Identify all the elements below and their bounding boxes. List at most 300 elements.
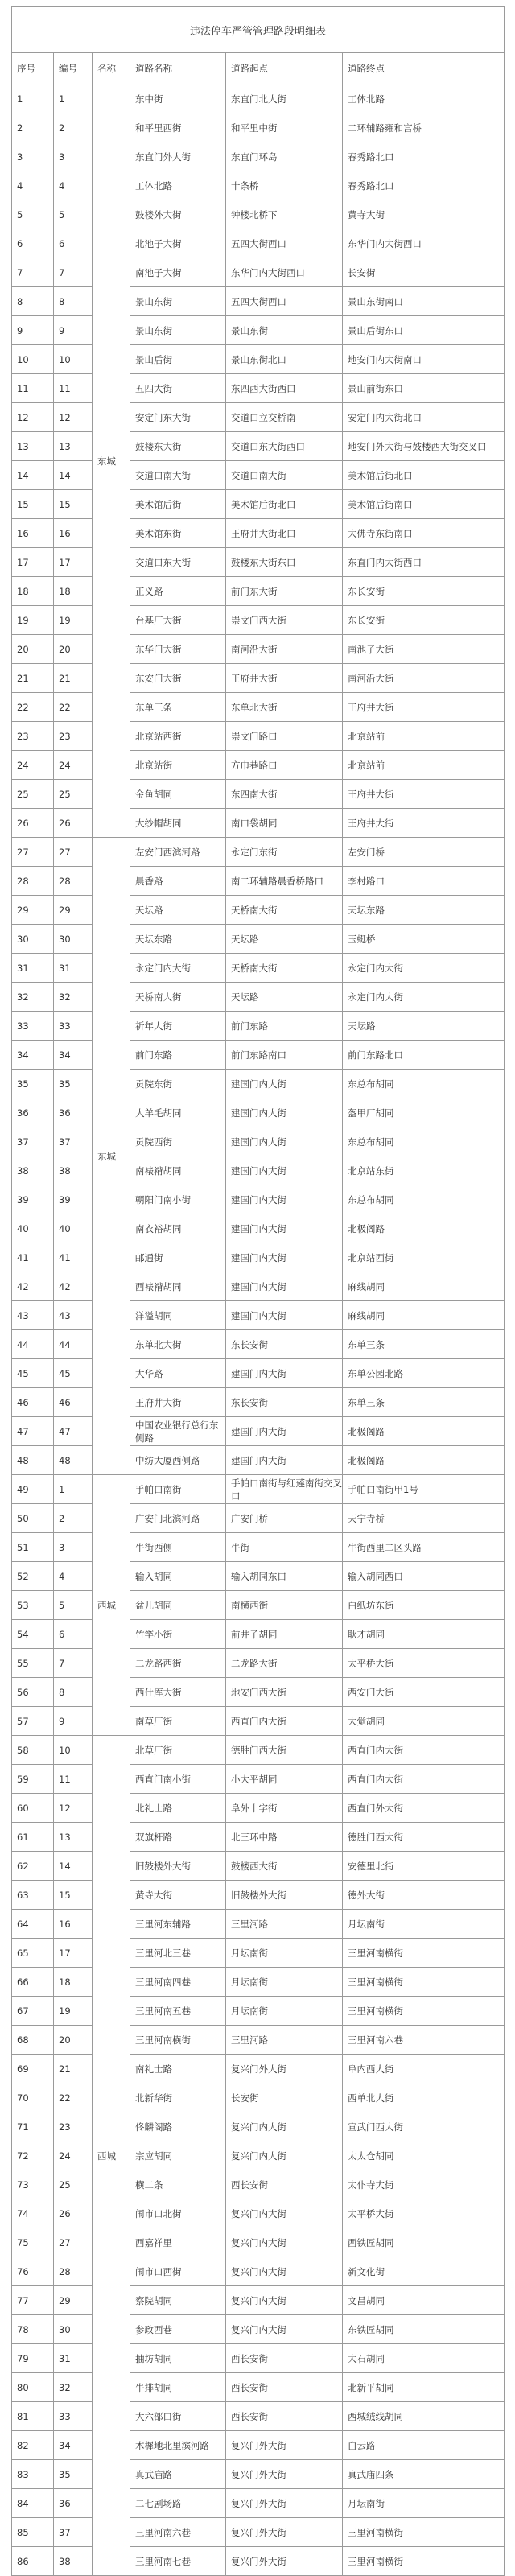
table-row <box>12 780 505 809</box>
row-code: 18 <box>54 577 93 606</box>
row-seq: 10 <box>12 345 54 374</box>
row-road-end: 太太仓胡同 <box>343 2141 505 2170</box>
row-seq: 52 <box>12 1562 54 1591</box>
table-row <box>12 722 505 751</box>
row-road-end: 前门东路北口 <box>343 1041 505 1070</box>
row-code: 40 <box>54 1214 93 1243</box>
row-road-start: 三里河路 <box>226 2026 343 2055</box>
row-road-start: 东四西大街西口 <box>226 374 343 403</box>
row-road-start: 南二环辅路晨香桥路口 <box>226 867 343 896</box>
row-seq: 81 <box>12 2402 54 2431</box>
row-code: 1 <box>54 1475 93 1504</box>
row-road-end: 北极阁路 <box>343 1417 505 1446</box>
row-road-start: 建国门内大街 <box>226 1098 343 1127</box>
row-road-end: 安定门内大街北口 <box>343 403 505 432</box>
row-code: 7 <box>54 1649 93 1678</box>
table-row <box>12 664 505 693</box>
row-seq: 37 <box>12 1127 54 1156</box>
row-code: 34 <box>54 2431 93 2460</box>
row-road-end: 北极阁路 <box>343 1214 505 1243</box>
row-code: 20 <box>54 635 93 664</box>
table-row <box>12 954 505 983</box>
row-road-name: 鼓楼东大街 <box>130 432 226 461</box>
table-row <box>12 2257 505 2286</box>
row-code: 6 <box>54 229 93 258</box>
row-road-end: 天坛东路 <box>343 896 505 925</box>
row-road-end: 春秀路北口 <box>343 142 505 171</box>
table-row <box>12 2112 505 2141</box>
table-row <box>12 1620 505 1649</box>
row-code: 15 <box>54 490 93 519</box>
row-seq: 3 <box>12 142 54 171</box>
row-seq: 49 <box>12 1475 54 1504</box>
table-row <box>12 316 505 345</box>
row-road-end: 手帕口南街甲1号 <box>343 1475 505 1504</box>
row-road-end: 美术馆后街北口 <box>343 461 505 490</box>
table-row <box>12 1533 505 1562</box>
table-row <box>12 142 505 171</box>
row-road-end: 三里河南横街 <box>343 1968 505 1997</box>
row-code: 22 <box>54 2083 93 2112</box>
table-row <box>12 2286 505 2315</box>
row-seq: 47 <box>12 1417 54 1446</box>
row-seq: 75 <box>12 2228 54 2257</box>
table-row <box>12 1098 505 1127</box>
row-road-start: 王府井大街北口 <box>226 519 343 548</box>
row-road-name: 黄寺大街 <box>130 1881 226 1910</box>
row-road-start: 二龙路大街 <box>226 1649 343 1678</box>
row-road-name: 北新华街 <box>130 2083 226 2112</box>
row-road-start: 西长安街 <box>226 2373 343 2402</box>
row-road-start: 交道口南大街 <box>226 461 343 490</box>
row-road-start: 东华门内大街西口 <box>226 258 343 287</box>
row-road-end: 黄寺大街 <box>343 200 505 229</box>
row-road-name: 金鱼胡同 <box>130 780 226 809</box>
row-road-name: 南裱褙胡同 <box>130 1156 226 1185</box>
row-seq: 56 <box>12 1678 54 1707</box>
row-seq: 84 <box>12 2489 54 2518</box>
table-row <box>12 1272 505 1301</box>
row-road-end: 西安门大街 <box>343 1678 505 1707</box>
table-row <box>12 809 505 838</box>
row-road-name: 三里河南五巷 <box>130 1997 226 2026</box>
row-road-name: 三里河南六巷 <box>130 2518 226 2547</box>
row-code: 25 <box>54 780 93 809</box>
row-road-end: 月坛南街 <box>343 1910 505 1939</box>
row-seq: 31 <box>12 954 54 983</box>
row-road-start: 十条桥 <box>226 171 343 200</box>
row-seq: 76 <box>12 2257 54 2286</box>
row-road-end: 西直门内大街 <box>343 1765 505 1794</box>
table-row <box>12 200 505 229</box>
row-road-start: 复兴门内大街 <box>226 2286 343 2315</box>
row-road-name: 北京站街 <box>130 751 226 780</box>
table-row <box>12 1997 505 2026</box>
row-road-name: 大华路 <box>130 1359 226 1388</box>
row-seq: 63 <box>12 1881 54 1910</box>
row-code: 13 <box>54 432 93 461</box>
row-code: 15 <box>54 1881 93 1910</box>
row-road-name: 三里河东辅路 <box>130 1910 226 1939</box>
row-code: 24 <box>54 2141 93 2170</box>
row-seq: 33 <box>12 1012 54 1041</box>
row-road-start: 前井子胡同 <box>226 1620 343 1649</box>
row-road-start: 西长安街 <box>226 2344 343 2373</box>
row-seq: 71 <box>12 2112 54 2141</box>
row-code: 12 <box>54 1794 93 1823</box>
row-code: 48 <box>54 1446 93 1475</box>
row-code: 35 <box>54 1070 93 1098</box>
row-road-start: 崇文门路口 <box>226 722 343 751</box>
table-row <box>12 2373 505 2402</box>
row-seq: 12 <box>12 403 54 432</box>
row-road-end: 王府井大街 <box>343 693 505 722</box>
table-row <box>12 1185 505 1214</box>
row-code: 9 <box>54 316 93 345</box>
table-row <box>12 1968 505 1997</box>
row-code: 6 <box>54 1620 93 1649</box>
row-code: 34 <box>54 1041 93 1070</box>
row-seq: 59 <box>12 1765 54 1794</box>
table-row <box>12 2055 505 2083</box>
row-code: 41 <box>54 1243 93 1272</box>
row-road-start: 牛街 <box>226 1533 343 1562</box>
row-road-name: 北京站西街 <box>130 722 226 751</box>
row-road-end: 白纸坊东街 <box>343 1591 505 1620</box>
row-code: 21 <box>54 664 93 693</box>
row-road-name: 闹市口北街 <box>130 2199 226 2228</box>
table-row <box>12 1301 505 1330</box>
row-road-start: 建国门内大街 <box>226 1243 343 1272</box>
row-road-name: 北草厂街 <box>130 1736 226 1765</box>
row-seq: 51 <box>12 1533 54 1562</box>
row-road-end: 永定门内大街 <box>343 983 505 1012</box>
row-road-start: 复兴门外大街 <box>226 2547 343 2576</box>
row-road-name: 贡院西街 <box>130 1127 226 1156</box>
row-road-name: 和平里西街 <box>130 113 226 142</box>
row-code: 7 <box>54 258 93 287</box>
row-road-start: 崇文门西大街 <box>226 606 343 635</box>
table-row <box>12 2518 505 2547</box>
row-road-name: 大纱帽胡同 <box>130 809 226 838</box>
row-road-start: 三里河路 <box>226 1910 343 1939</box>
row-road-name: 南池子大街 <box>130 258 226 287</box>
row-road-name: 东单三条 <box>130 693 226 722</box>
row-road-start: 前门东路 <box>226 1012 343 1041</box>
parking-management-table <box>11 6 505 2576</box>
row-road-start: 美术馆后街北口 <box>226 490 343 519</box>
table-row <box>12 606 505 635</box>
row-road-name: 南礼士路 <box>130 2055 226 2083</box>
row-road-end: 太平桥大街 <box>343 2199 505 2228</box>
row-road-end: 西单北大街 <box>343 2083 505 2112</box>
row-code: 5 <box>54 200 93 229</box>
row-seq: 53 <box>12 1591 54 1620</box>
row-road-name: 朝阳门南小街 <box>130 1185 226 1214</box>
table-row <box>12 1881 505 1910</box>
row-road-end: 东总布胡同 <box>343 1127 505 1156</box>
row-code: 3 <box>54 1533 93 1562</box>
row-seq: 29 <box>12 896 54 925</box>
table-row <box>12 229 505 258</box>
row-road-name: 北池子大街 <box>130 229 226 258</box>
row-road-start: 和平里中街 <box>226 113 343 142</box>
row-code: 22 <box>54 693 93 722</box>
row-road-name: 安定门东大街 <box>130 403 226 432</box>
row-road-start: 天桥南大街 <box>226 954 343 983</box>
row-code: 27 <box>54 2228 93 2257</box>
row-seq: 32 <box>12 983 54 1012</box>
row-code: 23 <box>54 722 93 751</box>
row-seq: 24 <box>12 751 54 780</box>
row-road-name: 永定门内大街 <box>130 954 226 983</box>
table-row <box>12 548 505 577</box>
row-code: 44 <box>54 1330 93 1359</box>
table-row <box>12 1562 505 1591</box>
row-road-end: 南河沿大街 <box>343 664 505 693</box>
row-road-start: 输入胡同东口 <box>226 1562 343 1591</box>
row-code: 2 <box>54 1504 93 1533</box>
row-road-start: 景山东街 <box>226 316 343 345</box>
district-cell: 西城 <box>93 1475 130 1736</box>
row-seq: 22 <box>12 693 54 722</box>
row-code: 30 <box>54 2315 93 2344</box>
row-road-name: 洋溢胡同 <box>130 1301 226 1330</box>
table-row <box>12 374 505 403</box>
row-road-end: 三里河南横街 <box>343 2518 505 2547</box>
row-code: 33 <box>54 2402 93 2431</box>
row-road-name: 三里河北三巷 <box>130 1939 226 1968</box>
row-road-name: 晨香路 <box>130 867 226 896</box>
table-row <box>12 577 505 606</box>
row-road-name: 参政西巷 <box>130 2315 226 2344</box>
table-row <box>12 1649 505 1678</box>
row-road-start: 南河沿大街 <box>226 635 343 664</box>
row-road-name: 广安门北滨河路 <box>130 1504 226 1533</box>
row-seq: 74 <box>12 2199 54 2228</box>
table-row <box>12 2228 505 2257</box>
row-road-end: 北京站前 <box>343 722 505 751</box>
row-road-name: 西什库大街 <box>130 1678 226 1707</box>
row-code: 47 <box>54 1417 93 1446</box>
row-road-name: 天桥南大街 <box>130 983 226 1012</box>
table-row <box>12 1504 505 1533</box>
row-code: 28 <box>54 867 93 896</box>
row-road-end: 白云路 <box>343 2431 505 2460</box>
row-road-end: 东单三条 <box>343 1330 505 1359</box>
row-code: 32 <box>54 2373 93 2402</box>
row-road-end: 三里河南横街 <box>343 1939 505 1968</box>
row-code: 26 <box>54 2199 93 2228</box>
row-seq: 38 <box>12 1156 54 1185</box>
row-road-end: 东总布胡同 <box>343 1185 505 1214</box>
row-road-start: 东直门环岛 <box>226 142 343 171</box>
row-road-name: 交道口南大街 <box>130 461 226 490</box>
row-road-end: 东长安街 <box>343 606 505 635</box>
row-road-end: 王府井大街 <box>343 780 505 809</box>
row-road-start: 建国门内大街 <box>226 1156 343 1185</box>
row-road-start: 天桥南大街 <box>226 896 343 925</box>
row-seq: 23 <box>12 722 54 751</box>
row-road-end: 天宁寺桥 <box>343 1504 505 1533</box>
row-road-start: 五四大街西口 <box>226 229 343 258</box>
row-road-end: 东总布胡同 <box>343 1070 505 1098</box>
row-road-start: 建国门内大街 <box>226 1214 343 1243</box>
row-road-name: 邮通街 <box>130 1243 226 1272</box>
row-road-end: 北京站西街 <box>343 1243 505 1272</box>
row-road-name: 鼓楼外大街 <box>130 200 226 229</box>
row-road-name: 二七剧场路 <box>130 2489 226 2518</box>
row-road-start: 月坛南街 <box>226 1968 343 1997</box>
row-road-end: 西直门内大街 <box>343 1736 505 1765</box>
row-code: 29 <box>54 2286 93 2315</box>
row-seq: 18 <box>12 577 54 606</box>
row-code: 2 <box>54 113 93 142</box>
table-row <box>12 1156 505 1185</box>
row-code: 16 <box>54 519 93 548</box>
row-road-name: 佟麟阁路 <box>130 2112 226 2141</box>
row-road-start: 建国门内大街 <box>226 1301 343 1330</box>
row-seq: 61 <box>12 1823 54 1852</box>
row-seq: 45 <box>12 1359 54 1388</box>
row-code: 33 <box>54 1012 93 1041</box>
row-code: 1 <box>54 84 93 113</box>
row-road-start: 德胜门西大街 <box>226 1736 343 1765</box>
row-road-end: 天坛路 <box>343 1012 505 1041</box>
table-row <box>12 432 505 461</box>
row-seq: 20 <box>12 635 54 664</box>
row-road-start: 广安门桥 <box>226 1504 343 1533</box>
row-seq: 40 <box>12 1214 54 1243</box>
row-seq: 9 <box>12 316 54 345</box>
row-code: 11 <box>54 374 93 403</box>
row-seq: 72 <box>12 2141 54 2170</box>
table-row <box>12 519 505 548</box>
row-road-name: 交道口东大街 <box>130 548 226 577</box>
table-row <box>12 1070 505 1098</box>
row-road-start: 钟楼北桥下 <box>226 200 343 229</box>
table-row <box>12 2431 505 2460</box>
row-road-start: 鼓楼西大街 <box>226 1852 343 1881</box>
row-seq: 66 <box>12 1968 54 1997</box>
row-road-name: 王府井大街 <box>130 1388 226 1417</box>
table-row <box>12 1446 505 1475</box>
row-road-end: 东铁匠胡同 <box>343 2315 505 2344</box>
row-road-end: 西铁匠胡同 <box>343 2228 505 2257</box>
row-road-start: 复兴门内大街 <box>226 2112 343 2141</box>
row-road-end: 李村路口 <box>343 867 505 896</box>
row-code: 4 <box>54 1562 93 1591</box>
row-road-start: 永定门东街 <box>226 838 343 867</box>
header-seq: 序号 <box>12 53 54 84</box>
row-code: 37 <box>54 1127 93 1156</box>
row-road-name: 正义路 <box>130 577 226 606</box>
row-road-start: 景山东街北口 <box>226 345 343 374</box>
row-road-end: 太平桥大街 <box>343 1649 505 1678</box>
header-road-start: 道路起点 <box>226 53 343 84</box>
row-road-start: 建国门内大街 <box>226 1417 343 1446</box>
row-road-start: 西长安街 <box>226 2402 343 2431</box>
table-row <box>12 113 505 142</box>
table-row <box>12 751 505 780</box>
row-road-end: 大觉胡同 <box>343 1707 505 1736</box>
row-code: 25 <box>54 2170 93 2199</box>
row-road-end: 春秀路北口 <box>343 171 505 200</box>
row-seq: 64 <box>12 1910 54 1939</box>
table-row <box>12 1417 505 1446</box>
row-road-start: 阜外十字街 <box>226 1794 343 1823</box>
row-code: 20 <box>54 2026 93 2055</box>
row-code: 19 <box>54 1997 93 2026</box>
row-road-name: 西直门南小街 <box>130 1765 226 1794</box>
row-road-start: 东长安街 <box>226 1330 343 1359</box>
row-road-name: 东中街 <box>130 84 226 113</box>
row-seq: 65 <box>12 1939 54 1968</box>
table-row <box>12 2547 505 2576</box>
table-row <box>12 1823 505 1852</box>
row-road-end: 玉蜓桥 <box>343 925 505 954</box>
row-road-end: 德外大街 <box>343 1881 505 1910</box>
row-road-end: 大佛寺东街南口 <box>343 519 505 548</box>
row-road-end: 景山前街东口 <box>343 374 505 403</box>
row-road-start: 天坛路 <box>226 925 343 954</box>
row-road-end: 地安门内大街南口 <box>343 345 505 374</box>
row-road-end: 月坛南街 <box>343 2489 505 2518</box>
row-road-start: 南横西街 <box>226 1591 343 1620</box>
row-road-name: 左安门西滨河路 <box>130 838 226 867</box>
row-road-start: 东长安街 <box>226 1388 343 1417</box>
table-row <box>12 1127 505 1156</box>
row-road-start: 复兴门外大街 <box>226 2489 343 2518</box>
row-road-end: 东华门内大街西口 <box>343 229 505 258</box>
row-seq: 34 <box>12 1041 54 1070</box>
table-row <box>12 925 505 954</box>
row-road-end: 北新平胡同 <box>343 2373 505 2402</box>
row-code: 31 <box>54 2344 93 2373</box>
row-road-start: 复兴门内大街 <box>226 2257 343 2286</box>
row-road-end: 输入胡同西口 <box>343 1562 505 1591</box>
row-road-name: 五四大街 <box>130 374 226 403</box>
row-code: 10 <box>54 1736 93 1765</box>
table-row <box>12 1939 505 1968</box>
row-road-end: 长安街 <box>343 258 505 287</box>
row-seq: 85 <box>12 2518 54 2547</box>
table-row <box>12 983 505 1012</box>
row-road-name: 牛排胡同 <box>130 2373 226 2402</box>
row-road-name: 木樨地北里滨河路 <box>130 2431 226 2460</box>
table-row <box>12 1359 505 1388</box>
row-road-end: 安德里北街 <box>343 1852 505 1881</box>
row-road-name: 二龙路西街 <box>130 1649 226 1678</box>
table-row <box>12 1041 505 1070</box>
table-row <box>12 1243 505 1272</box>
row-road-start: 西长安街 <box>226 2170 343 2199</box>
row-road-end: 三里河南横街 <box>343 2547 505 2576</box>
row-road-end: 德胜门西大街 <box>343 1823 505 1852</box>
row-road-name: 天坛路 <box>130 896 226 925</box>
table-row <box>12 1707 505 1736</box>
table-row <box>12 490 505 519</box>
row-road-end: 西直门外大街 <box>343 1794 505 1823</box>
district-cell: 东城 <box>93 84 130 838</box>
row-road-end: 北极阁路 <box>343 1446 505 1475</box>
row-seq: 70 <box>12 2083 54 2112</box>
row-seq: 25 <box>12 780 54 809</box>
row-road-name: 前门东路 <box>130 1041 226 1070</box>
row-code: 35 <box>54 2460 93 2489</box>
row-road-end: 东长安街 <box>343 577 505 606</box>
row-seq: 15 <box>12 490 54 519</box>
